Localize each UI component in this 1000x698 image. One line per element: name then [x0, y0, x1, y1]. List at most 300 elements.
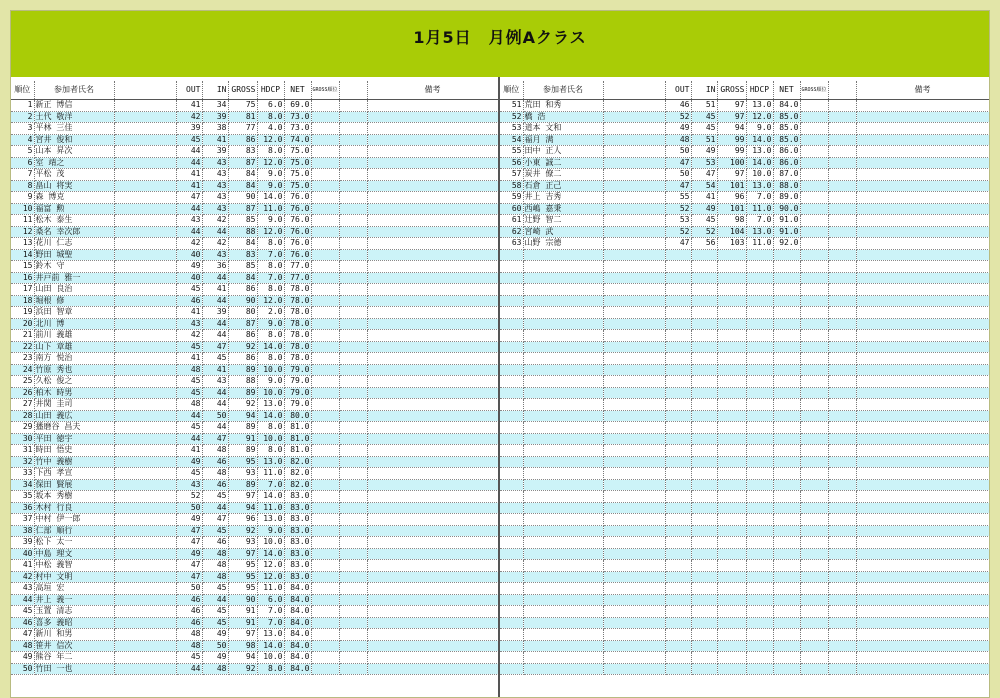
cell-hdcp: 14.0: [257, 640, 284, 652]
results-table-left: [11, 81, 499, 675]
cell-blank: [828, 111, 856, 123]
cell-name: 西嶋 嘉秉: [523, 203, 603, 215]
table-row: [11, 272, 498, 284]
cell-hdcp: 6.0: [257, 594, 284, 606]
table-row: [500, 192, 989, 204]
cell-rank: 61: [500, 215, 523, 227]
cell-out: 41: [176, 445, 202, 457]
table-row: [500, 180, 989, 192]
cell-blank: [114, 525, 176, 537]
cell-in: [691, 284, 717, 296]
cell-remarks: [856, 238, 989, 250]
cell-name: [523, 330, 603, 342]
cell-gross-rank: [800, 583, 828, 595]
cell-remarks: [856, 479, 989, 491]
cell-rank: [500, 468, 523, 480]
table-row: [500, 146, 989, 158]
cell-out: 43: [176, 318, 202, 330]
cell-blank: [114, 215, 176, 227]
cell-net: 78.0: [284, 307, 311, 319]
cell-rank: [500, 272, 523, 284]
cell-gross: [717, 640, 746, 652]
cell-remarks: [856, 353, 989, 365]
cell-blank: [114, 399, 176, 411]
cell-gross-rank: [311, 652, 339, 664]
cell-name: 中松 義智: [34, 560, 114, 572]
cell-gross-rank: [800, 353, 828, 365]
cell-hdcp: [746, 629, 773, 641]
cell-out: [665, 663, 691, 675]
cell-net: 88.0: [773, 180, 800, 192]
cell-out: [665, 399, 691, 411]
cell-gross-rank: [311, 629, 339, 641]
cell-name: 熊谷 年二: [34, 652, 114, 664]
cell-gross: 97: [228, 491, 257, 503]
cell-hdcp: 12.0: [257, 134, 284, 146]
cell-in: 52: [691, 226, 717, 238]
cell-in: [691, 663, 717, 675]
table-row: [11, 364, 498, 376]
cell-name: 時田 悟史: [34, 445, 114, 457]
cell-name: [523, 433, 603, 445]
cell-gross: [717, 399, 746, 411]
cell-net: [773, 548, 800, 560]
cell-rank: 29: [11, 422, 34, 434]
cell-net: 81.0: [284, 422, 311, 434]
cell-net: 84.0: [773, 100, 800, 112]
cell-rank: 35: [11, 491, 34, 503]
cell-net: [773, 422, 800, 434]
cell-gross-rank: [311, 387, 339, 399]
table-row: [11, 284, 498, 296]
cell-remarks: [367, 456, 498, 468]
cell-rank: 4: [11, 134, 34, 146]
cell-rank: 55: [500, 146, 523, 158]
cell-in: 43: [202, 249, 228, 261]
cell-out: [665, 284, 691, 296]
cell-remarks: [367, 617, 498, 629]
cell-net: 69.0: [284, 100, 311, 112]
table-row: [11, 341, 498, 353]
cell-out: [665, 433, 691, 445]
cell-net: 78.0: [284, 284, 311, 296]
cell-hdcp: 9.0: [257, 169, 284, 181]
cell-blank: [603, 548, 665, 560]
cell-rank: [500, 261, 523, 273]
cell-name: 堀根 修: [34, 295, 114, 307]
cell-gross: 93: [228, 537, 257, 549]
cell-out: 48: [665, 134, 691, 146]
cell-in: 46: [202, 479, 228, 491]
cell-blank: [828, 606, 856, 618]
cell-hdcp: 11.0: [746, 203, 773, 215]
cell-in: [691, 318, 717, 330]
cell-out: 44: [176, 663, 202, 675]
cell-remarks: [367, 353, 498, 365]
cell-net: [773, 571, 800, 583]
cell-blank: [339, 123, 367, 135]
cell-rank: [500, 433, 523, 445]
cell-in: [691, 330, 717, 342]
cell-net: 85.0: [773, 123, 800, 135]
cell-hdcp: 12.0: [257, 295, 284, 307]
cell-gross-rank: [311, 272, 339, 284]
cell-blank: [339, 318, 367, 330]
cell-out: 41: [176, 100, 202, 112]
table-row: [500, 169, 989, 181]
cell-name: 笹井 信次: [34, 640, 114, 652]
cell-net: [773, 479, 800, 491]
cell-hdcp: [746, 663, 773, 675]
cell-gross: 100: [717, 157, 746, 169]
cell-gross-rank: [311, 111, 339, 123]
cell-net: 84.0: [284, 663, 311, 675]
cell-out: 52: [665, 226, 691, 238]
cell-net: 90.0: [773, 203, 800, 215]
empty-row: [500, 284, 989, 296]
cell-blank: [114, 249, 176, 261]
cell-gross-rank: [800, 468, 828, 480]
cell-net: 82.0: [284, 468, 311, 480]
cell-name: [523, 479, 603, 491]
cell-remarks: [367, 215, 498, 227]
cell-hdcp: [746, 537, 773, 549]
table-row: [11, 249, 498, 261]
cell-net: 79.0: [284, 387, 311, 399]
cell-remarks: [367, 295, 498, 307]
cell-in: 53: [691, 157, 717, 169]
cell-gross: [717, 571, 746, 583]
cell-in: 44: [202, 318, 228, 330]
table-row: [11, 399, 498, 411]
cell-gross-rank: [800, 100, 828, 112]
cell-gross: 92: [228, 525, 257, 537]
cell-net: 74.0: [284, 134, 311, 146]
cell-in: [691, 640, 717, 652]
cell-blank: [114, 663, 176, 675]
cell-gross: 92: [228, 399, 257, 411]
cell-blank: [603, 422, 665, 434]
cell-remarks: [367, 399, 498, 411]
cell-blank: [114, 479, 176, 491]
cell-blank: [114, 537, 176, 549]
cell-gross: 94: [228, 410, 257, 422]
cell-net: [773, 663, 800, 675]
cell-remarks: [856, 261, 989, 273]
cell-name: [523, 594, 603, 606]
cell-blank: [603, 284, 665, 296]
cell-net: [773, 640, 800, 652]
cell-blank: [603, 180, 665, 192]
cell-gross: 84: [228, 272, 257, 284]
cell-remarks: [367, 364, 498, 376]
cell-rank: [500, 502, 523, 514]
cell-net: 81.0: [284, 445, 311, 457]
cell-rank: 37: [11, 514, 34, 526]
cell-gross-rank: [311, 100, 339, 112]
cell-out: [665, 341, 691, 353]
cell-in: 45: [202, 617, 228, 629]
cell-out: [665, 261, 691, 273]
cell-blank: [603, 134, 665, 146]
cell-remarks: [856, 157, 989, 169]
cell-hdcp: [746, 560, 773, 572]
cell-remarks: [856, 571, 989, 583]
empty-row: [500, 617, 989, 629]
cell-blank: [339, 134, 367, 146]
cell-gross-rank: [800, 203, 828, 215]
cell-name: 新正 博信: [34, 100, 114, 112]
cell-remarks: [367, 249, 498, 261]
header-net: NET: [773, 81, 800, 100]
cell-remarks: [367, 571, 498, 583]
header-rank: 順位: [11, 81, 34, 100]
header-name: 参加者氏名: [34, 81, 114, 100]
cell-in: 45: [202, 606, 228, 618]
cell-out: [665, 318, 691, 330]
cell-gross-rank: [800, 364, 828, 376]
empty-row: [500, 514, 989, 526]
cell-remarks: [856, 652, 989, 664]
cell-gross-rank: [800, 663, 828, 675]
cell-blank: [828, 433, 856, 445]
cell-blank: [339, 594, 367, 606]
cell-net: [773, 341, 800, 353]
cell-blank: [339, 157, 367, 169]
cell-hdcp: 13.0: [746, 226, 773, 238]
cell-in: 42: [202, 215, 228, 227]
cell-rank: [500, 307, 523, 319]
cell-net: 83.0: [284, 548, 311, 560]
cell-name: 土代 敬洋: [34, 111, 114, 123]
cell-out: [665, 525, 691, 537]
cell-out: 47: [176, 192, 202, 204]
cell-blank: [114, 571, 176, 583]
empty-row: [500, 456, 989, 468]
cell-gross: [717, 307, 746, 319]
cell-blank: [828, 318, 856, 330]
cell-blank: [603, 594, 665, 606]
cell-out: [665, 502, 691, 514]
cell-gross-rank: [800, 479, 828, 491]
cell-hdcp: 9.0: [257, 215, 284, 227]
cell-out: [665, 249, 691, 261]
cell-gross: 101: [717, 203, 746, 215]
cell-out: [665, 606, 691, 618]
cell-out: [665, 376, 691, 388]
cell-blank: [339, 410, 367, 422]
cell-net: [773, 514, 800, 526]
cell-in: 41: [202, 134, 228, 146]
cell-name: 仁部 順行: [34, 525, 114, 537]
cell-blank: [828, 157, 856, 169]
cell-hdcp: 8.0: [257, 353, 284, 365]
cell-in: 45: [691, 123, 717, 135]
cell-out: 52: [665, 111, 691, 123]
cell-gross-rank: [311, 364, 339, 376]
cell-blank: [828, 307, 856, 319]
cell-out: 49: [176, 456, 202, 468]
cell-hdcp: [746, 617, 773, 629]
cell-name: [523, 364, 603, 376]
cell-blank: [828, 514, 856, 526]
cell-blank: [603, 100, 665, 112]
cell-blank: [603, 330, 665, 342]
cell-name: 新川 和男: [34, 629, 114, 641]
cell-in: 48: [202, 571, 228, 583]
cell-blank: [603, 468, 665, 480]
empty-row: [500, 261, 989, 273]
cell-hdcp: 10.0: [257, 387, 284, 399]
cell-net: [773, 583, 800, 595]
cell-net: [773, 433, 800, 445]
cell-gross-rank: [800, 261, 828, 273]
cell-blank: [828, 548, 856, 560]
cell-gross: 87: [228, 157, 257, 169]
header-blank: [339, 81, 367, 100]
cell-in: [691, 537, 717, 549]
cell-net: 73.0: [284, 123, 311, 135]
cell-blank: [114, 261, 176, 273]
cell-net: 83.0: [284, 514, 311, 526]
cell-in: 45: [202, 525, 228, 537]
table-row: [500, 100, 989, 112]
cell-remarks: [367, 640, 498, 652]
cell-gross: 94: [717, 123, 746, 135]
cell-in: 39: [202, 146, 228, 158]
cell-gross: 84: [228, 180, 257, 192]
cell-gross-rank: [311, 295, 339, 307]
cell-gross-rank: [800, 629, 828, 641]
cell-blank: [603, 318, 665, 330]
cell-net: [773, 537, 800, 549]
cell-blank: [603, 192, 665, 204]
cell-gross-rank: [311, 307, 339, 319]
cell-out: 39: [176, 123, 202, 135]
cell-out: 45: [176, 134, 202, 146]
cell-gross-rank: [800, 169, 828, 181]
cell-net: 78.0: [284, 353, 311, 365]
cell-out: 45: [176, 284, 202, 296]
cell-in: 48: [202, 468, 228, 480]
cell-blank: [828, 571, 856, 583]
empty-row: [500, 560, 989, 572]
cell-in: 41: [202, 364, 228, 376]
empty-row: [500, 583, 989, 595]
cell-gross: 75: [228, 100, 257, 112]
cell-blank: [603, 399, 665, 411]
cell-in: [691, 456, 717, 468]
cell-hdcp: [746, 364, 773, 376]
cell-blank: [828, 537, 856, 549]
header-out: OUT: [665, 81, 691, 100]
cell-blank: [828, 341, 856, 353]
cell-blank: [114, 502, 176, 514]
cell-blank: [114, 652, 176, 664]
cell-rank: 60: [500, 203, 523, 215]
cell-in: [691, 341, 717, 353]
cell-name: 井関 圭司: [34, 399, 114, 411]
cell-gross-rank: [311, 192, 339, 204]
cell-gross-rank: [800, 134, 828, 146]
cell-blank: [828, 387, 856, 399]
cell-gross-rank: [800, 525, 828, 537]
cell-gross: 83: [228, 146, 257, 158]
cell-out: [665, 364, 691, 376]
cell-blank: [603, 491, 665, 503]
cell-rank: [500, 525, 523, 537]
cell-hdcp: 9.0: [257, 376, 284, 388]
cell-net: [773, 491, 800, 503]
cell-gross-rank: [311, 594, 339, 606]
cell-gross-rank: [311, 215, 339, 227]
cell-remarks: [367, 422, 498, 434]
cell-rank: 23: [11, 353, 34, 365]
empty-row: [500, 272, 989, 284]
cell-net: 86.0: [773, 157, 800, 169]
cell-gross: 86: [228, 134, 257, 146]
cell-rank: 8: [11, 180, 34, 192]
table-row: [11, 640, 498, 652]
cell-in: 44: [202, 502, 228, 514]
cell-gross-rank: [311, 353, 339, 365]
cell-hdcp: 10.0: [257, 652, 284, 664]
cell-hdcp: 8.0: [257, 422, 284, 434]
cell-gross-rank: [800, 387, 828, 399]
cell-blank: [828, 468, 856, 480]
cell-blank: [828, 192, 856, 204]
cell-out: [665, 548, 691, 560]
cell-net: [773, 525, 800, 537]
cell-hdcp: 14.0: [257, 192, 284, 204]
cell-remarks: [856, 594, 989, 606]
cell-blank: [114, 445, 176, 457]
cell-rank: [500, 491, 523, 503]
cell-in: [691, 652, 717, 664]
cell-in: [691, 491, 717, 503]
cell-remarks: [367, 502, 498, 514]
cell-remarks: [367, 491, 498, 503]
cell-gross: [717, 594, 746, 606]
cell-blank: [828, 663, 856, 675]
cell-remarks: [856, 295, 989, 307]
cell-blank: [114, 295, 176, 307]
cell-remarks: [856, 491, 989, 503]
cell-gross: [717, 491, 746, 503]
cell-remarks: [856, 548, 989, 560]
cell-name: 福富 勲: [34, 203, 114, 215]
cell-blank: [339, 433, 367, 445]
cell-rank: [500, 295, 523, 307]
cell-name: 炭井 僚二: [523, 169, 603, 181]
cell-rank: [500, 353, 523, 365]
cell-rank: [500, 456, 523, 468]
cell-rank: 22: [11, 341, 34, 353]
cell-blank: [339, 399, 367, 411]
cell-blank: [114, 422, 176, 434]
cell-gross: [717, 376, 746, 388]
cell-hdcp: [746, 422, 773, 434]
cell-out: 44: [176, 203, 202, 215]
cell-blank: [828, 215, 856, 227]
cell-in: [691, 445, 717, 457]
cell-gross: 89: [228, 479, 257, 491]
header-name: 参加者氏名: [523, 81, 603, 100]
cell-blank: [114, 410, 176, 422]
cell-gross-rank: [800, 157, 828, 169]
empty-row: [500, 249, 989, 261]
cell-gross-rank: [311, 583, 339, 595]
